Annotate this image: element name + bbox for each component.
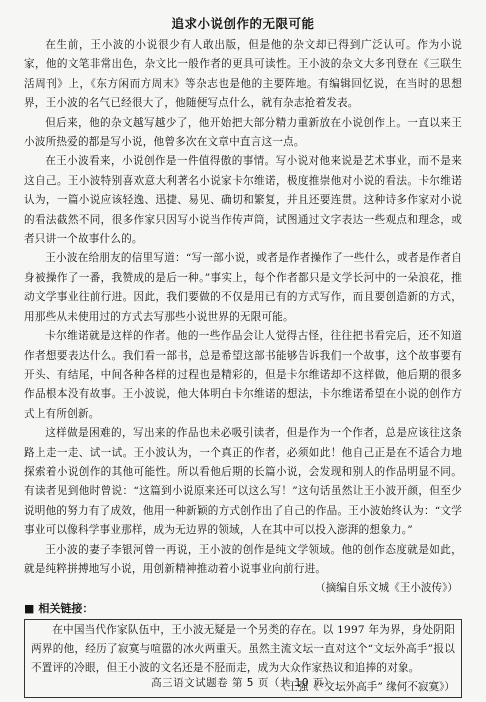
related-links-text: 在中国当代作家队伍中，王小波无疑是一个另类的存在。以 1997 年为界，身处阴阳两界的他，经历了寂寞与喧嚣的冰火两重天。虽然主流文坛一直对这个“文坛外高手”报以不置评的冷眼，但王小波的文名还是不胫而走，成为大众作家热议和追捧的对象。 xyxy=(31,623,455,674)
related-links-heading xyxy=(24,599,462,618)
page-footer: 高三语文试题卷 第 5 页（共 10 页） xyxy=(151,677,335,689)
paragraph: 这样做是困难的，写出来的作品也未必吸引读者，但是作为一个作者，总是应该往这条路上走一走、试一试。王小波认为，一个真正的作者，必须如此！他自己正是在不适合力地探索着小说创作的其他可能性。所以看他后期的长篇小说，会发现和别人的作品明显不同。有读者见到他时曾说：“这篇到小说原来还可以这么写！”这句话虽然让王小波开颜，但至少说明他的努力有了成效，他用一种新颖的方式创作出了自己的作品。王小波始终认为：“文学事业可以像科学事业那样，成为无边界的领域，人在其中可以投入澎湃的想象力。” xyxy=(24,427,462,537)
article-body xyxy=(24,36,462,579)
paragraph: 卡尔维诺就是这样的作者。他的一些作品会让人觉得古怪，往往把书看完后，还不知道作者想要表达什么。我们看一部书，总是希望这部书能够告诉我们一个故事，这个故事要有开头、有结尾，中间各种各样的过程也是精彩的，但是卡尔维诺却不这样做，他后期的很多作品根本没有故事。王小波说，他大体明白卡尔维诺的想法，卡尔维诺希望在小说的创作方式上有所创新。 xyxy=(24,330,462,420)
related-links-source: （王强《“文坛外高手” 缘何不寂寞》） xyxy=(276,680,455,693)
paragraph: 在王小波看来，小说创作是一件值得傲的事情。写小说对他来说是艺术事业，而不是来这自己。王小波特别喜欢意大利著名小说家卡尔维诺，极度推崇他对小说的看法。卡尔维诺认为，一篇小说应该轻逸、迅捷、易见、确切和繁复，并且还要连贯。这种诗多作家对小说的看法截然不同，很多作家只因写小说当作传声筒，试图通过文字表达一些观点和理念，或者只讲一个故事什么的。 xyxy=(24,155,462,246)
article-title: 追求小说创作的无限可能 xyxy=(171,16,315,31)
bullet-icon: ■ xyxy=(24,601,35,615)
article-source: （摘编自乐文城《王小波传》） xyxy=(314,582,458,595)
related-links-label: 相关链接： xyxy=(38,601,94,615)
paragraph: 在生前，王小波的小说很少有人敢出版，但是他的杂文却已得到广泛认可。作为小说家，他的文笔非常出色，杂文比一般作者的更具可读性。王小波的杂文大多刊登在《三联生活周刊》上，《东方闲而方周末》等杂志也是他的主要阵地。有编辑回忆说，在当时的思想界，王小波的名气已经很大了，他随便写点什么，就有杂志抢着发表。 xyxy=(24,39,462,110)
paragraph: 王小波在给朋友的信里写道：“写一部小说，或者是作者操作了一些什么，或者是作者自身被操作了一番，我赞成的是后一种。”事实上，每个作者都只是文学长河中的一朵浪花，推动文学事业往前行进。因此，我们要做的不仅是用已有的方式写作，而且要创造新的方式，用那些从未使用过的方式去写那些小说世界的无限可能。 xyxy=(24,252,462,323)
paragraph: 王小波的妻子李银河曾一再说，王小波的创作是纯文学领域。他的创作态度就是如此，就是纯粹拼搏地写小说，用创新精神推动着小说事业向前行进。 xyxy=(24,543,462,575)
paragraph: 但后来，他的杂文越写越少了，他开始把大部分精力重新放在小说创作上。一直以来王小波所热爱的都是写小说，他曾多次在文章中直言这一点。 xyxy=(24,116,462,149)
